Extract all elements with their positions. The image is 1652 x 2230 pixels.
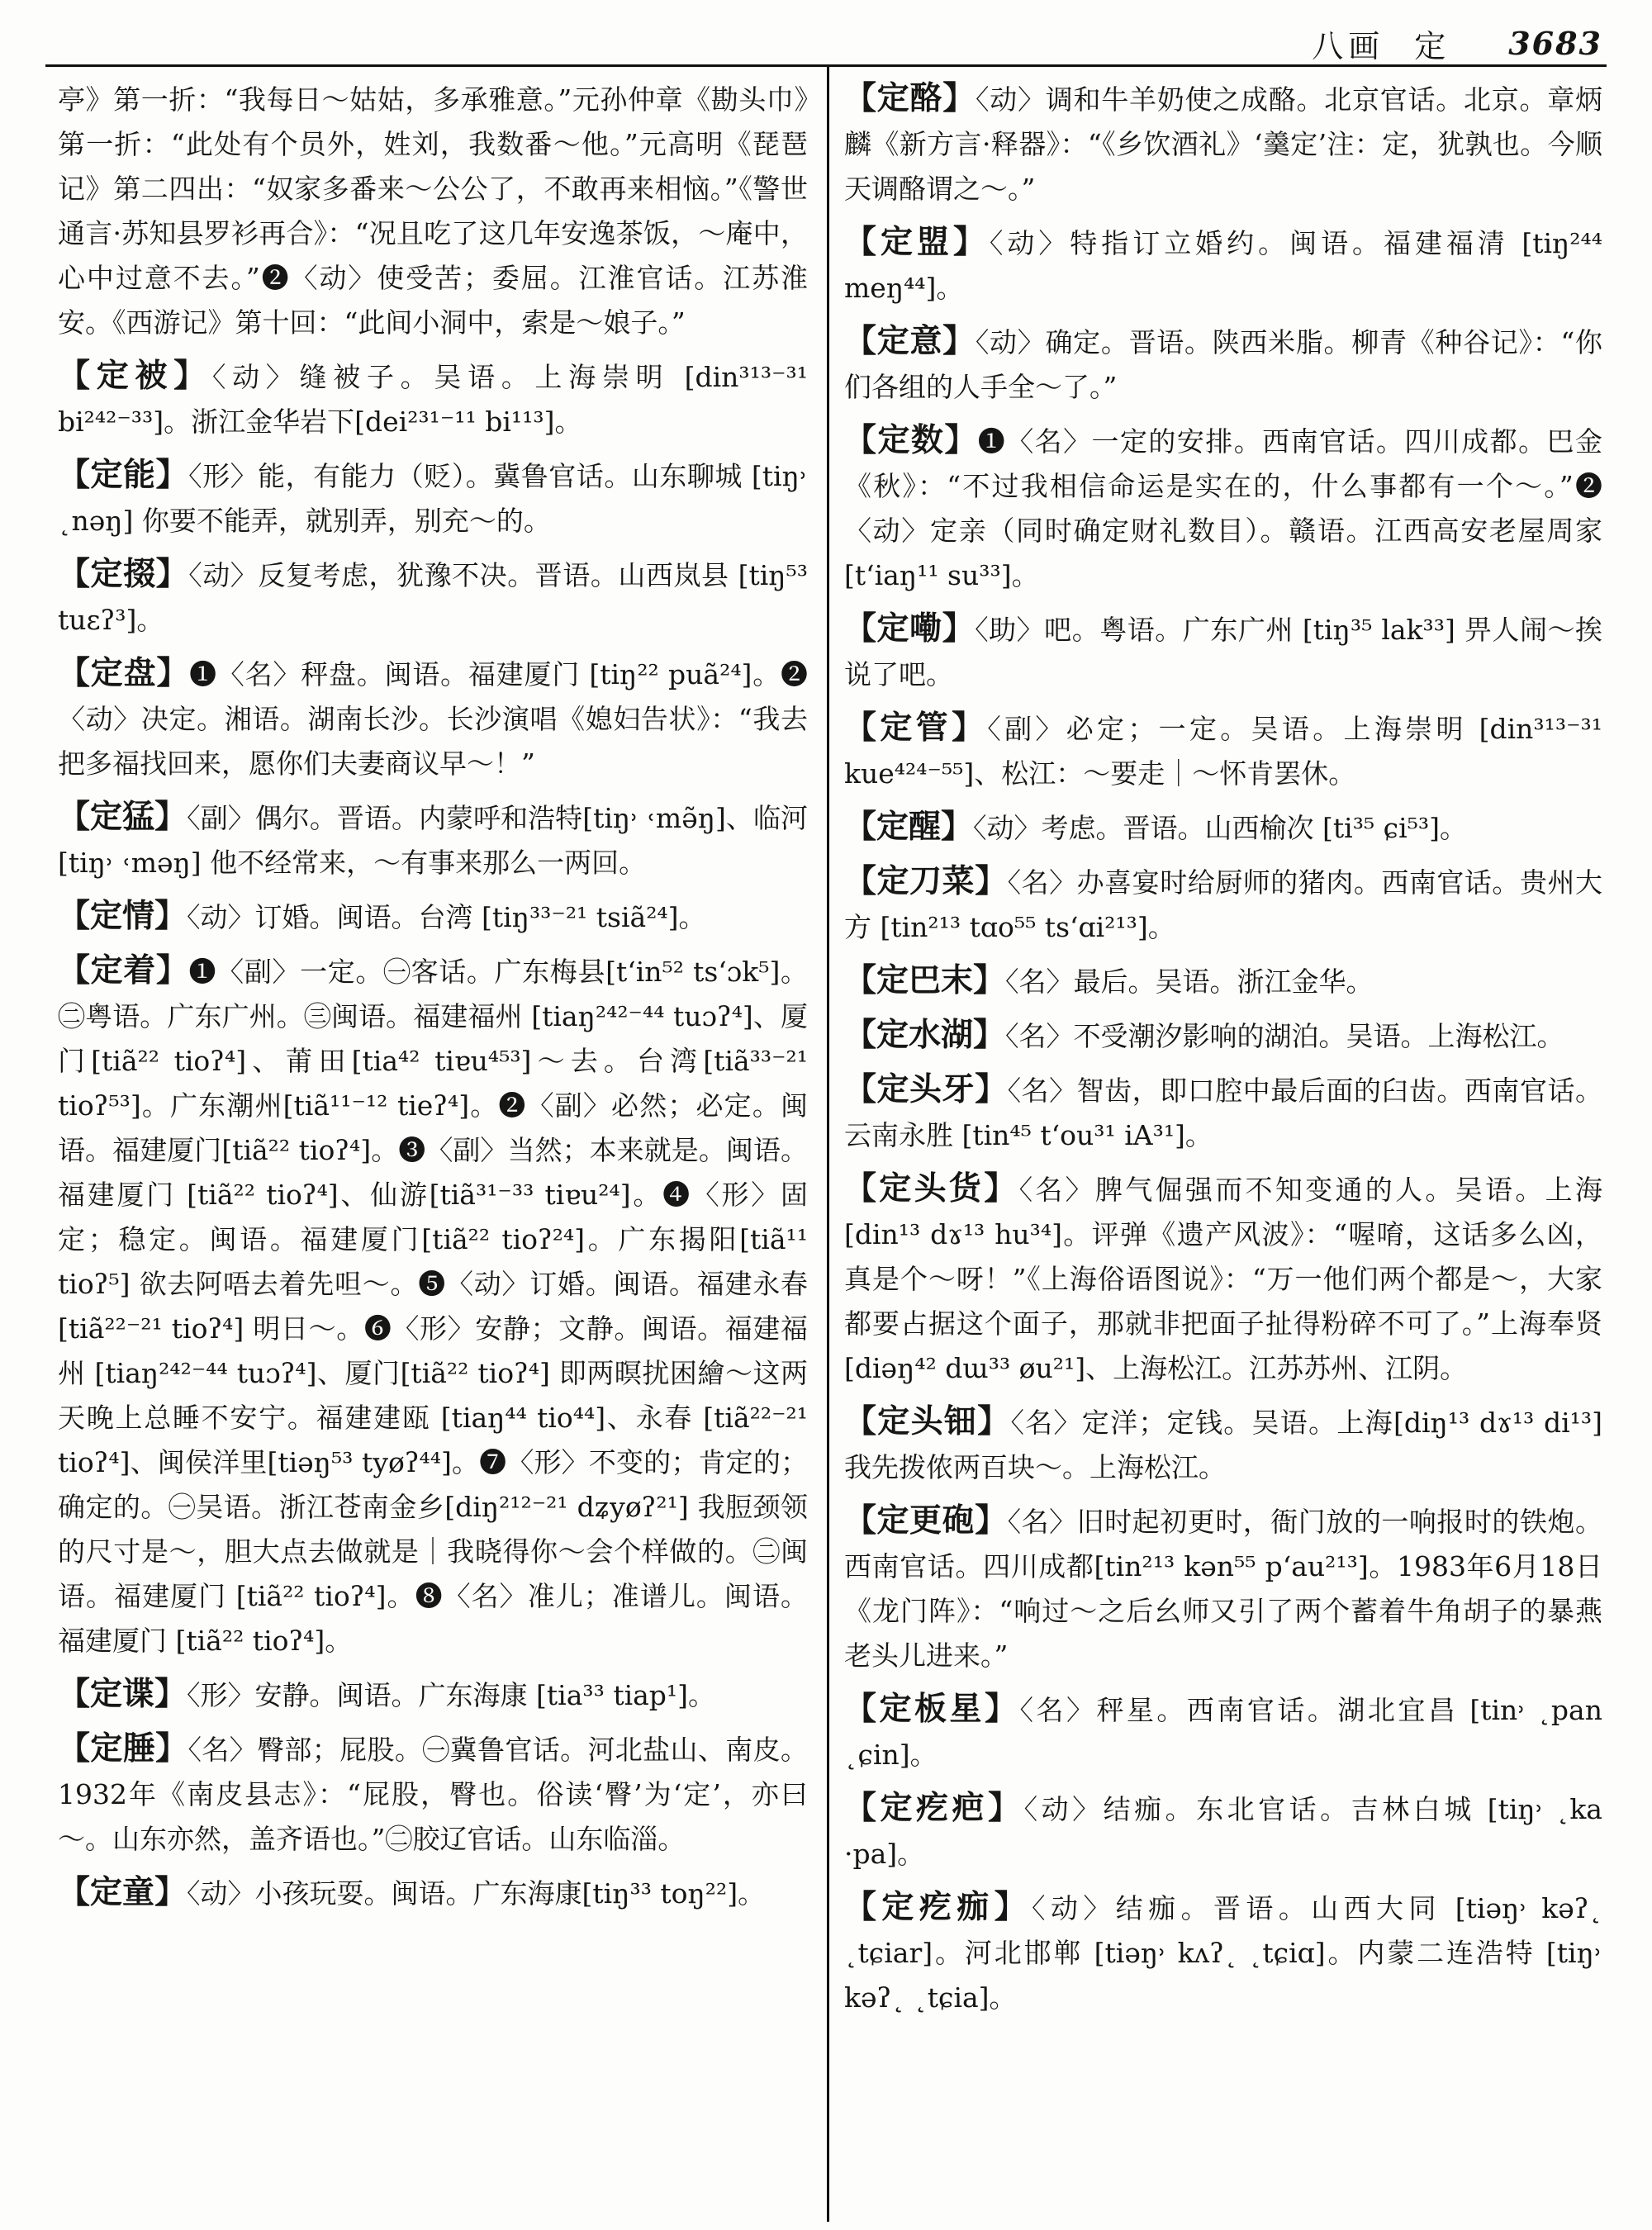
dictionary-entry bbox=[58, 453, 808, 543]
entry-body: 〈动〉小孩玩耍。闽语。广东海康[tiŋ³³ toŋ²²]。 bbox=[187, 1877, 766, 1910]
dictionary-entry bbox=[58, 353, 808, 444]
dictionary-entry bbox=[58, 552, 808, 643]
header-rule bbox=[45, 64, 1607, 67]
entry-body: 〈形〉能，有能力（贬）。冀鲁官话。山东聊城 [tiŋ˒ ˛nəŋ] 你要不能弄，就别弄，别充～的。 bbox=[58, 460, 808, 537]
entry-headword: 【定更砲】 bbox=[844, 1502, 1008, 1540]
entry-headword: 【定疙疤】 bbox=[844, 1789, 1024, 1827]
dictionary-entry bbox=[844, 1687, 1602, 1777]
entry-body: 〈名〉秤星。西南官话。湖北宜昌 [tin˒ ˛pan ˛ɕin]。 bbox=[844, 1694, 1602, 1771]
dictionary-entry bbox=[58, 1870, 808, 1916]
entry-headword: 【定情】 bbox=[58, 897, 188, 935]
entry-headword: 【定醒】 bbox=[844, 808, 974, 846]
entry-body: 〈名〉臀部；屁股。㊀冀鲁官话。河北盐山、南皮。1932年《南皮县志》：“屁股，臀也。俗读‘臀’为‘定’，亦曰～。山东亦然，盖齐语也。”㊁胶辽官话。山东临淄。 bbox=[58, 1734, 808, 1855]
entry-headword: 【定着】 bbox=[58, 951, 189, 989]
entry-headword: 【定水湖】 bbox=[844, 1016, 1006, 1054]
dictionary-entry bbox=[844, 1885, 1602, 2020]
dictionary-entry bbox=[58, 948, 808, 1663]
entry-headword: 【定盘】 bbox=[58, 654, 190, 692]
dictionary-entry bbox=[58, 76, 808, 345]
entry-body: 〈名〉定洋；定钱。吴语。上海[diŋ¹³ dɤ¹³ di¹³]我先拨侬两百块～。上海松江。 bbox=[844, 1407, 1602, 1483]
entry-headword: 【定刀菜】 bbox=[844, 862, 1008, 900]
entry-body: 〈动〉考虑。晋语。山西榆次 [ti³⁵ ɕi⁵³]。 bbox=[973, 812, 1468, 844]
dictionary-entry bbox=[844, 804, 1602, 851]
entry-body: ❶〈副〉一定。㊀客话。广东梅县[tʻin⁵² tsʻɔk⁵]。㊁粤语。广东广州。㊂闽语。福建福州 [tiaŋ²⁴²⁻⁴⁴ tuɔʔ⁴]、厦门[tiã²² tioʔ⁴]、莆田[tia⁴² tiɐu⁴⁵³]～去。台湾[tiã³³⁻²¹ tioʔ⁵³]。广东潮州[tiã¹¹⁻¹² tieʔ⁴]。❷〈副〉必然；必定。闽语。福建厦门[tiã²² tioʔ⁴]。❸〈副〉当然；本来就是。闽语。福建厦门 [tiã²² tioʔ⁴]、仙游[tiã³¹⁻³³ tiɐu²⁴]。❹〈形〉固定；稳定。闽语。福建厦门[tiã²² tioʔ²⁴]。广东揭阳[tiã¹¹ tioʔ⁵] 欲去阿唔去着先呾～。❺〈动〉订婚。闽语。福建永春 [tiã²²⁻²¹ tioʔ⁴] 明日～。❻〈形〉安静；文静。闽语。福建福州 [tiaŋ²⁴²⁻⁴⁴ tuɔʔ⁴]、厦门[tiã²² tioʔ⁴] 即两暝扰困繪～这两天晚上总睡不安宁。福建建瓯 [tiaŋ⁴⁴ tio⁴⁴]、永春 [tiã²²⁻²¹ tioʔ⁴]、闽侯洋里[tiəŋ⁵³ tyøʔ⁴⁴]。❼〈形〉不变的；肯定的；确定的。㊀吴语。浙江苍南金乡[diŋ²¹²⁻²¹ dʑyøʔ²¹] 我脰颈领的尺寸是～，胆大点去做就是｜我晓得你～会个样做的。㊁闽语。福建厦门 [tiã²² tioʔ⁴]。❽〈名〉准儿；准谱儿。闽语。福建厦门 [tiã²² tioʔ⁴]。 bbox=[58, 956, 808, 1657]
entry-headword: 【定嘞】 bbox=[844, 610, 976, 648]
entry-body: 〈助〉吧。粤语。广东广州 [tiŋ³⁵ lak³³] 畀人闹～挨说了吧。 bbox=[844, 614, 1602, 690]
section-label: 八画 bbox=[1312, 27, 1385, 64]
dictionary-entry bbox=[844, 319, 1602, 410]
dictionary-entry bbox=[58, 795, 808, 885]
entry-headword: 【定能】 bbox=[58, 456, 189, 494]
entry-body: 〈名〉脾气倔强而不知变通的人。吴语。上海 [din¹³ dɤ¹³ hu³⁴]。评弹《遗产风波》：“喔唷，这话多么凶，真是个～呀！”《上海俗语图说》：“万一他们两个都是～，大家都要占据这个面子，那就非把面子扯得粉碎不可了。”上海奉贤[diəŋ⁴² dɯ³³ øu²¹]、上海松江。江苏苏州、江阴。 bbox=[844, 1174, 1602, 1384]
entry-headword: 【定酪】 bbox=[844, 79, 976, 117]
entry-headword: 【定头钿】 bbox=[844, 1402, 1011, 1440]
entry-body: 亭》第一折：“我每日～姑姑，多承雅意。”元孙仲章《勘头巾》第一折：“此处有个员外，姓刘，我数番～他。”元高明《琵琶记》第二四出：“奴家多番来～公公了，不敢再来相恼。”《警世通言·苏知县罗衫再合》：“况且吃了这几年安逸茶饭，～庵中，心中过意不去。”❷〈动〉使受苦；委屈。江淮官话。江苏淮安。《西游记》第十回：“此间小洞中，索是～娘子。” bbox=[58, 83, 808, 339]
entry-body: 〈动〉反复考虑，犹豫不决。晋语。山西岚县 [tiŋ⁵³ tuɛʔ³]。 bbox=[58, 559, 808, 636]
entry-headword: 【定巴末】 bbox=[844, 961, 1006, 999]
dictionary-entry bbox=[844, 220, 1602, 311]
dictionary-entry bbox=[844, 1013, 1602, 1059]
entry-body: 〈动〉结痂。晋语。山西大同 [tiəŋ˒ kəʔ˛ ˛tɕiar]。河北邯郸 [tiəŋ˒ kʌʔ˛ ˛tɕiɑ]。内蒙二连浩特 [tiŋ˒ kəʔ˛ ˛tɕia]。 bbox=[844, 1892, 1602, 2014]
dictionary-entry bbox=[844, 606, 1602, 697]
entry-body: ❶〈名〉一定的安排。西南官话。四川成都。巴金《秋》：“不过我相信命运是实在的，什么事都有一个～。”❷〈动〉定亲（同时确定财礼数目）。赣语。江西高安老屋周家 [tʻiaŋ¹¹ su³³]。 bbox=[844, 425, 1602, 591]
dictionary-entry bbox=[58, 651, 808, 786]
page-header bbox=[50, 18, 1602, 68]
right-column bbox=[844, 76, 1602, 2222]
dictionary-entry bbox=[844, 958, 1602, 1004]
entry-headword: 【定疙痂】 bbox=[844, 1888, 1032, 1926]
entry-body: 〈动〉调和牛羊奶使之成酪。北京官话。北京。章炳麟《新方言·释器》：“《乡饮酒礼》‘羹定’注：定，犹孰也。今顺天调酪谓之～。” bbox=[844, 83, 1602, 205]
entry-headword: 【定被】 bbox=[58, 357, 212, 395]
entry-headword: 【定板星】 bbox=[844, 1690, 1020, 1728]
entry-body: 〈动〉确定。晋语。陕西米脂。柳青《种谷记》：“你们各组的人手全～了。” bbox=[844, 326, 1602, 403]
dictionary-entry bbox=[844, 859, 1602, 950]
header-character: 定 bbox=[1414, 27, 1446, 64]
entry-body: 〈副〉必定；一定。吴语。上海崇明 [din³¹³⁻³¹ kue⁴²⁴⁻⁵⁵]、松江：～要走｜～怀肯罢休。 bbox=[844, 713, 1602, 790]
entry-body: 〈动〉订婚。闽语。台湾 [tiŋ³³⁻²¹ tsiã²⁴]。 bbox=[187, 901, 706, 933]
dictionary-entry bbox=[844, 705, 1602, 796]
dictionary-entry bbox=[844, 1067, 1602, 1158]
dictionary-entry bbox=[58, 894, 808, 940]
entry-body: ❶〈名〉秤盘。闽语。福建厦门 [tiŋ²² puã²⁴]。❷〈动〉决定。湘语。湖南长沙。长沙演唱《媳妇告状》：“我去把多福找回来，愿你们夫妻商议早～！” bbox=[58, 658, 808, 780]
entry-headword: 【定管】 bbox=[844, 709, 988, 747]
entry-headword: 【定谍】 bbox=[58, 1675, 188, 1713]
entry-body: 〈名〉最后。吴语。浙江金华。 bbox=[1005, 966, 1374, 998]
entry-headword: 【定数】 bbox=[844, 421, 978, 459]
entry-headword: 【定童】 bbox=[58, 1873, 188, 1911]
column-divider bbox=[827, 64, 829, 2222]
entry-body: 〈动〉特指订立婚约。闽语。福建福清 [tiŋ²⁴⁴ meŋ⁴⁴]。 bbox=[844, 227, 1602, 304]
entry-body: 〈名〉办喜宴时给厨师的猪肉。西南官话。贵州大方 [tin²¹³ tɑo⁵⁵ tsʻɑi²¹³]。 bbox=[844, 866, 1602, 943]
entry-headword: 【定掇】 bbox=[58, 555, 189, 593]
entry-headword: 【定盟】 bbox=[844, 223, 990, 261]
dictionary-entry bbox=[58, 1672, 808, 1718]
entry-body: 〈副〉偶尔。晋语。内蒙呼和浩特[tiŋ˒ ˓mə̃ŋ]、临河 [tiŋ˒ ˓məŋ] 他不经常来，～有事来那么一两回。 bbox=[58, 802, 808, 879]
entry-body: 〈动〉结痂。东北官话。吉林白城 [tiŋ˒ ˛ka ·pa]。 bbox=[844, 1793, 1602, 1870]
entry-body: 〈动〉缝被子。吴语。上海崇明 [din³¹³⁻³¹ bi²⁴²⁻³³]。浙江金华岩下[dei²³¹⁻¹¹ bi¹¹³]。 bbox=[58, 361, 808, 438]
page-number: 3683 bbox=[1508, 24, 1602, 62]
entry-headword: 【定腄】 bbox=[58, 1729, 188, 1767]
entry-body: 〈名〉旧时起初更时，衙门放的一响报时的铁炮。西南官话。四川成都[tin²¹³ kən⁵⁵ pʻau²¹³]。1983年6月18日《龙门阵》：“响过～之后幺师又引了两个蓄着牛角胡子的暴燕老头儿进来。” bbox=[844, 1506, 1602, 1672]
entry-body: 〈名〉智齿，即口腔中最后面的臼齿。西南官话。云南永胜 [tin⁴⁵ tʻou³¹ iA³¹]。 bbox=[844, 1075, 1602, 1151]
entry-headword: 【定猛】 bbox=[58, 798, 188, 836]
entry-body: 〈名〉不受潮汐影响的湖泊。吴语。上海松江。 bbox=[1005, 1020, 1564, 1052]
dictionary-entry bbox=[844, 1399, 1602, 1490]
left-column bbox=[58, 76, 808, 2222]
dictionary-entry bbox=[844, 418, 1602, 598]
dictionary-entry bbox=[844, 76, 1602, 211]
entry-headword: 【定头货】 bbox=[844, 1170, 1019, 1208]
entry-body: 〈形〉安静。闽语。广东海康 [tia³³ tiap¹]。 bbox=[187, 1679, 716, 1711]
dictionary-entry bbox=[844, 1498, 1602, 1678]
entry-headword: 【定意】 bbox=[844, 322, 976, 360]
dictionary-entry bbox=[844, 1166, 1602, 1391]
dictionary-entry bbox=[58, 1726, 808, 1862]
entry-headword: 【定头牙】 bbox=[844, 1070, 1008, 1108]
dictionary-entry bbox=[844, 1786, 1602, 1877]
